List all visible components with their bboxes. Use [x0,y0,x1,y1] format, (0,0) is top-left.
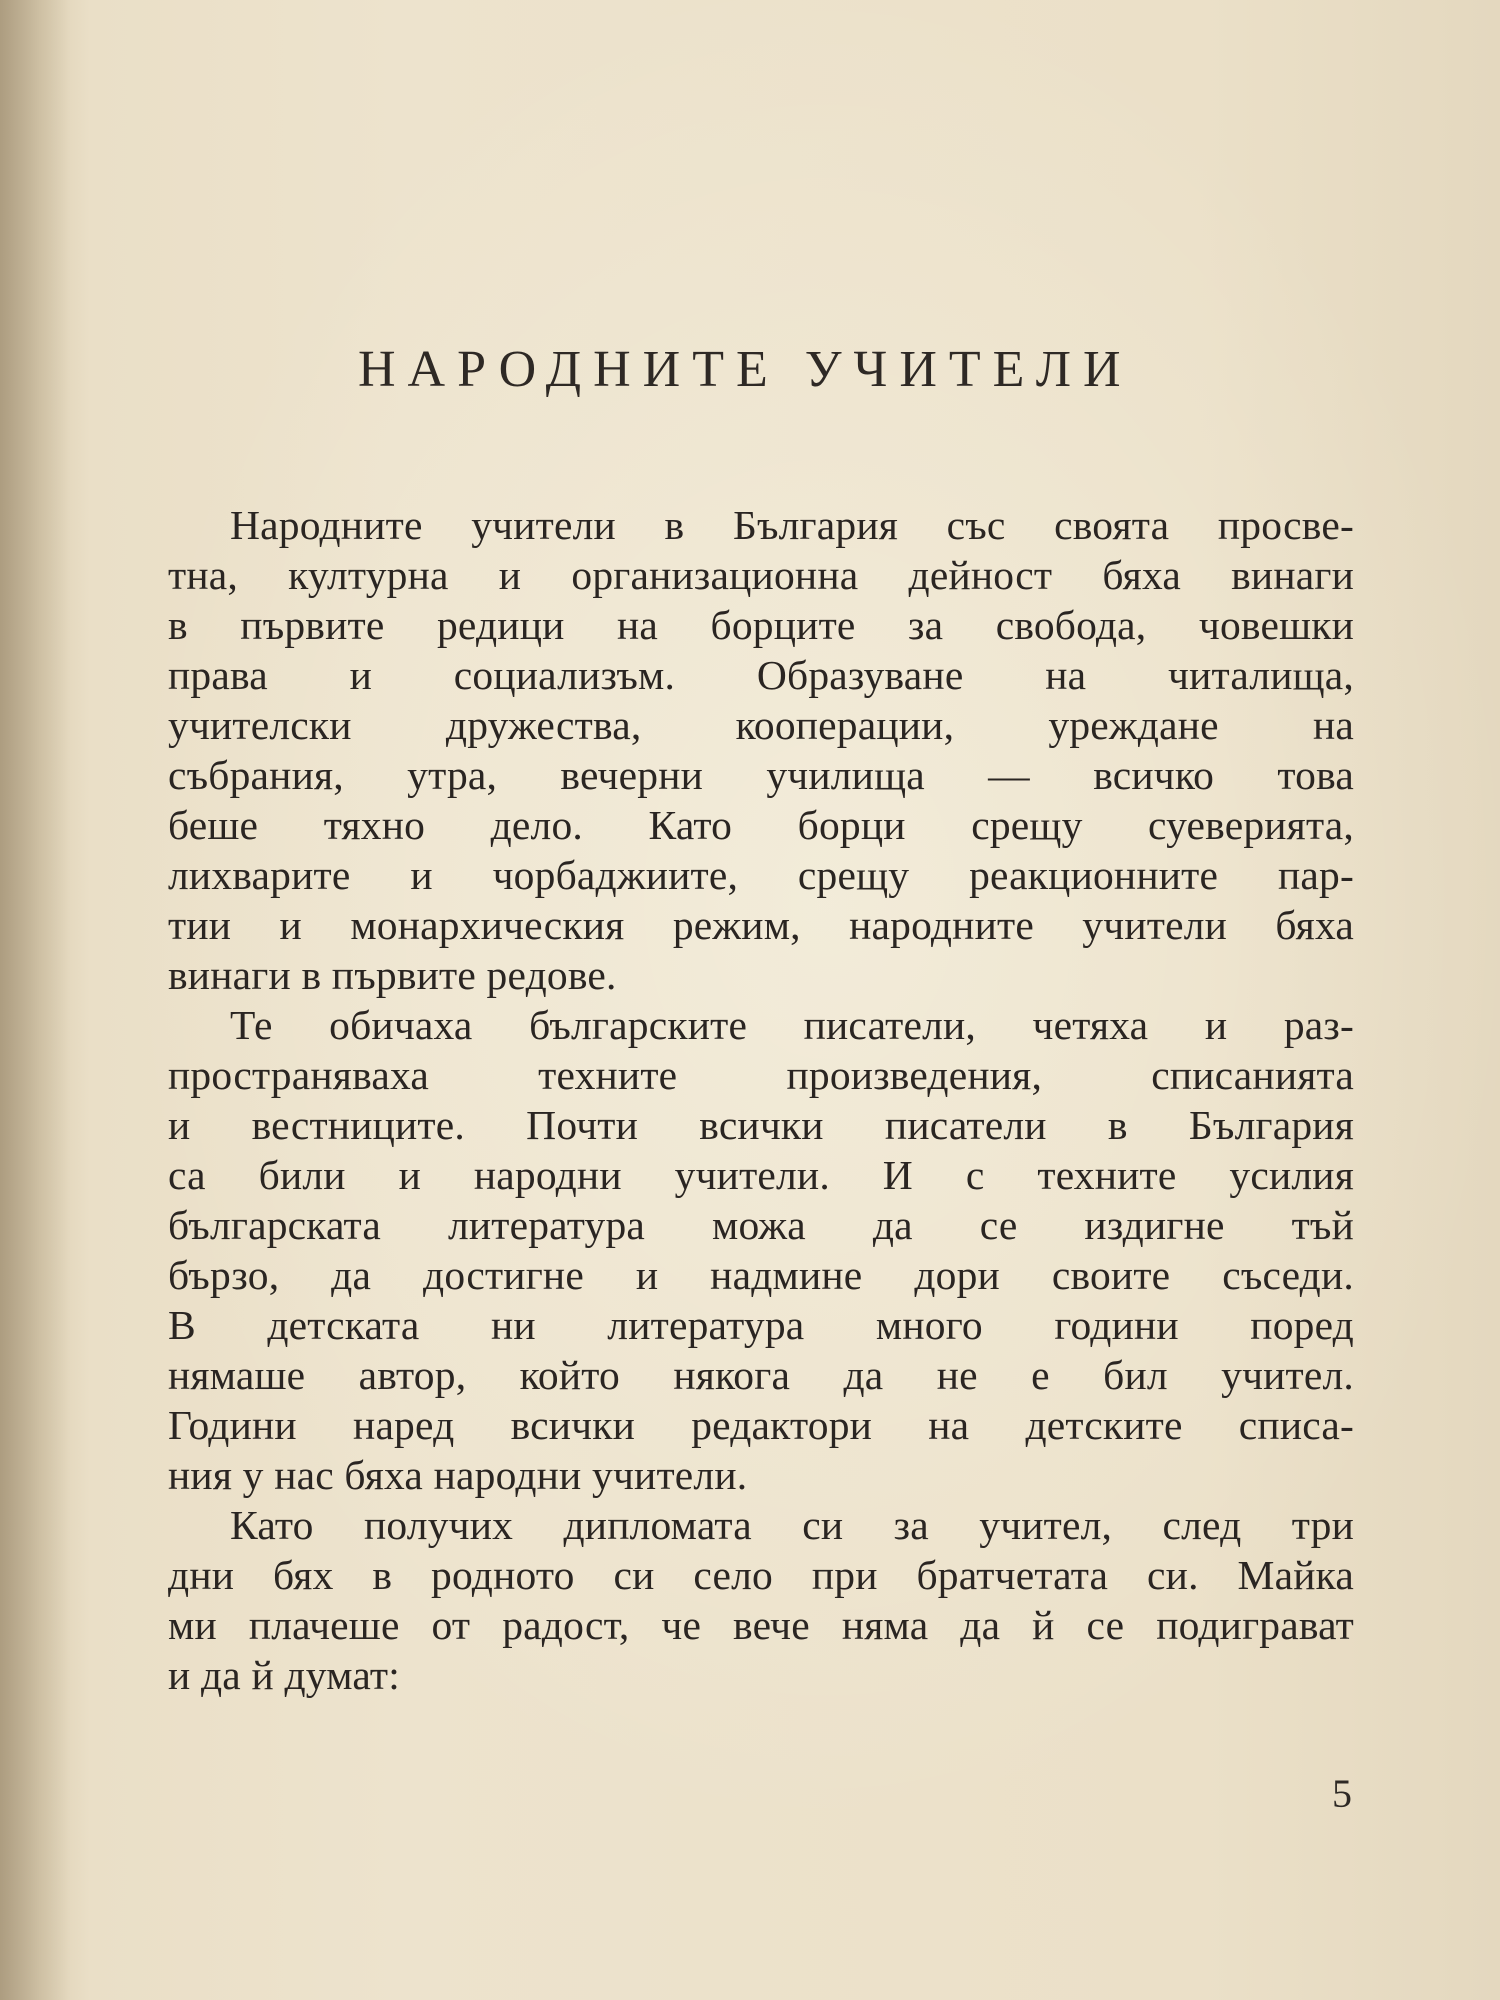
text-line: българската литература можа да се издигне тъй [168,1202,1354,1248]
text-line: събрания, утра, вечерни училища — всичко това [168,752,1354,798]
text-line: Години наред всички редактори на детските списа- [168,1402,1354,1448]
body-text [168,500,1354,1700]
text-line: и вестниците. Почти всички писатели в България [168,1102,1354,1148]
text-line: ния у нас бяха народни учители. [168,1452,748,1498]
text-line: В детската ни литература много години поред [168,1302,1354,1348]
text-line: Народните учители в България със своята просве- [230,502,1354,548]
paragraph-1 [168,500,1354,1000]
text-line: беше тяхно дело. Като борци срещу суеверията, [168,802,1354,848]
text-line: тна, културна и организационна дейност бяха винаги [168,552,1354,598]
text-line: са били и народни учители. И с техните усилия [168,1152,1354,1198]
text-line: тии и монархическия режим, народните учители бяха [168,902,1354,948]
text-line: лихварите и чорбаджиите, срещу реакционните пар- [168,852,1354,898]
text-line: ми плачеше от радост, че вече няма да й се подиграват [168,1602,1354,1648]
paragraph-3 [168,1500,1354,1700]
paragraph-2 [168,1000,1354,1500]
text-line: Те обичаха българските писатели, четяха и раз- [230,1002,1354,1048]
text-line: винаги в първите редове. [168,952,617,998]
text-line: права и социализъм. Образуване на читалища, [168,652,1354,698]
text-line: дни бях в родното си село при братчетата си. Майка [168,1552,1354,1598]
text-line: учителски дружества, кооперации, уреждане на [168,702,1354,748]
text-line: в първите редици на борците за свобода, човешки [168,602,1354,648]
text-line: бързо, да достигне и надмине дори своите съседи. [168,1252,1354,1298]
text-line: Като получих дипломата си за учител, след три [230,1502,1354,1548]
text-line: пространяваха техните произведения, списанията [168,1052,1354,1098]
spine-shadow [0,0,70,2000]
text-line: и да й думат: [168,1652,400,1698]
page-number: 5 [1332,1771,1352,1816]
chapter-title: НАРОДНИТЕ УЧИТЕЛИ [358,341,1133,398]
text-line: нямаше автор, който някога да не е бил учител. [168,1352,1354,1398]
